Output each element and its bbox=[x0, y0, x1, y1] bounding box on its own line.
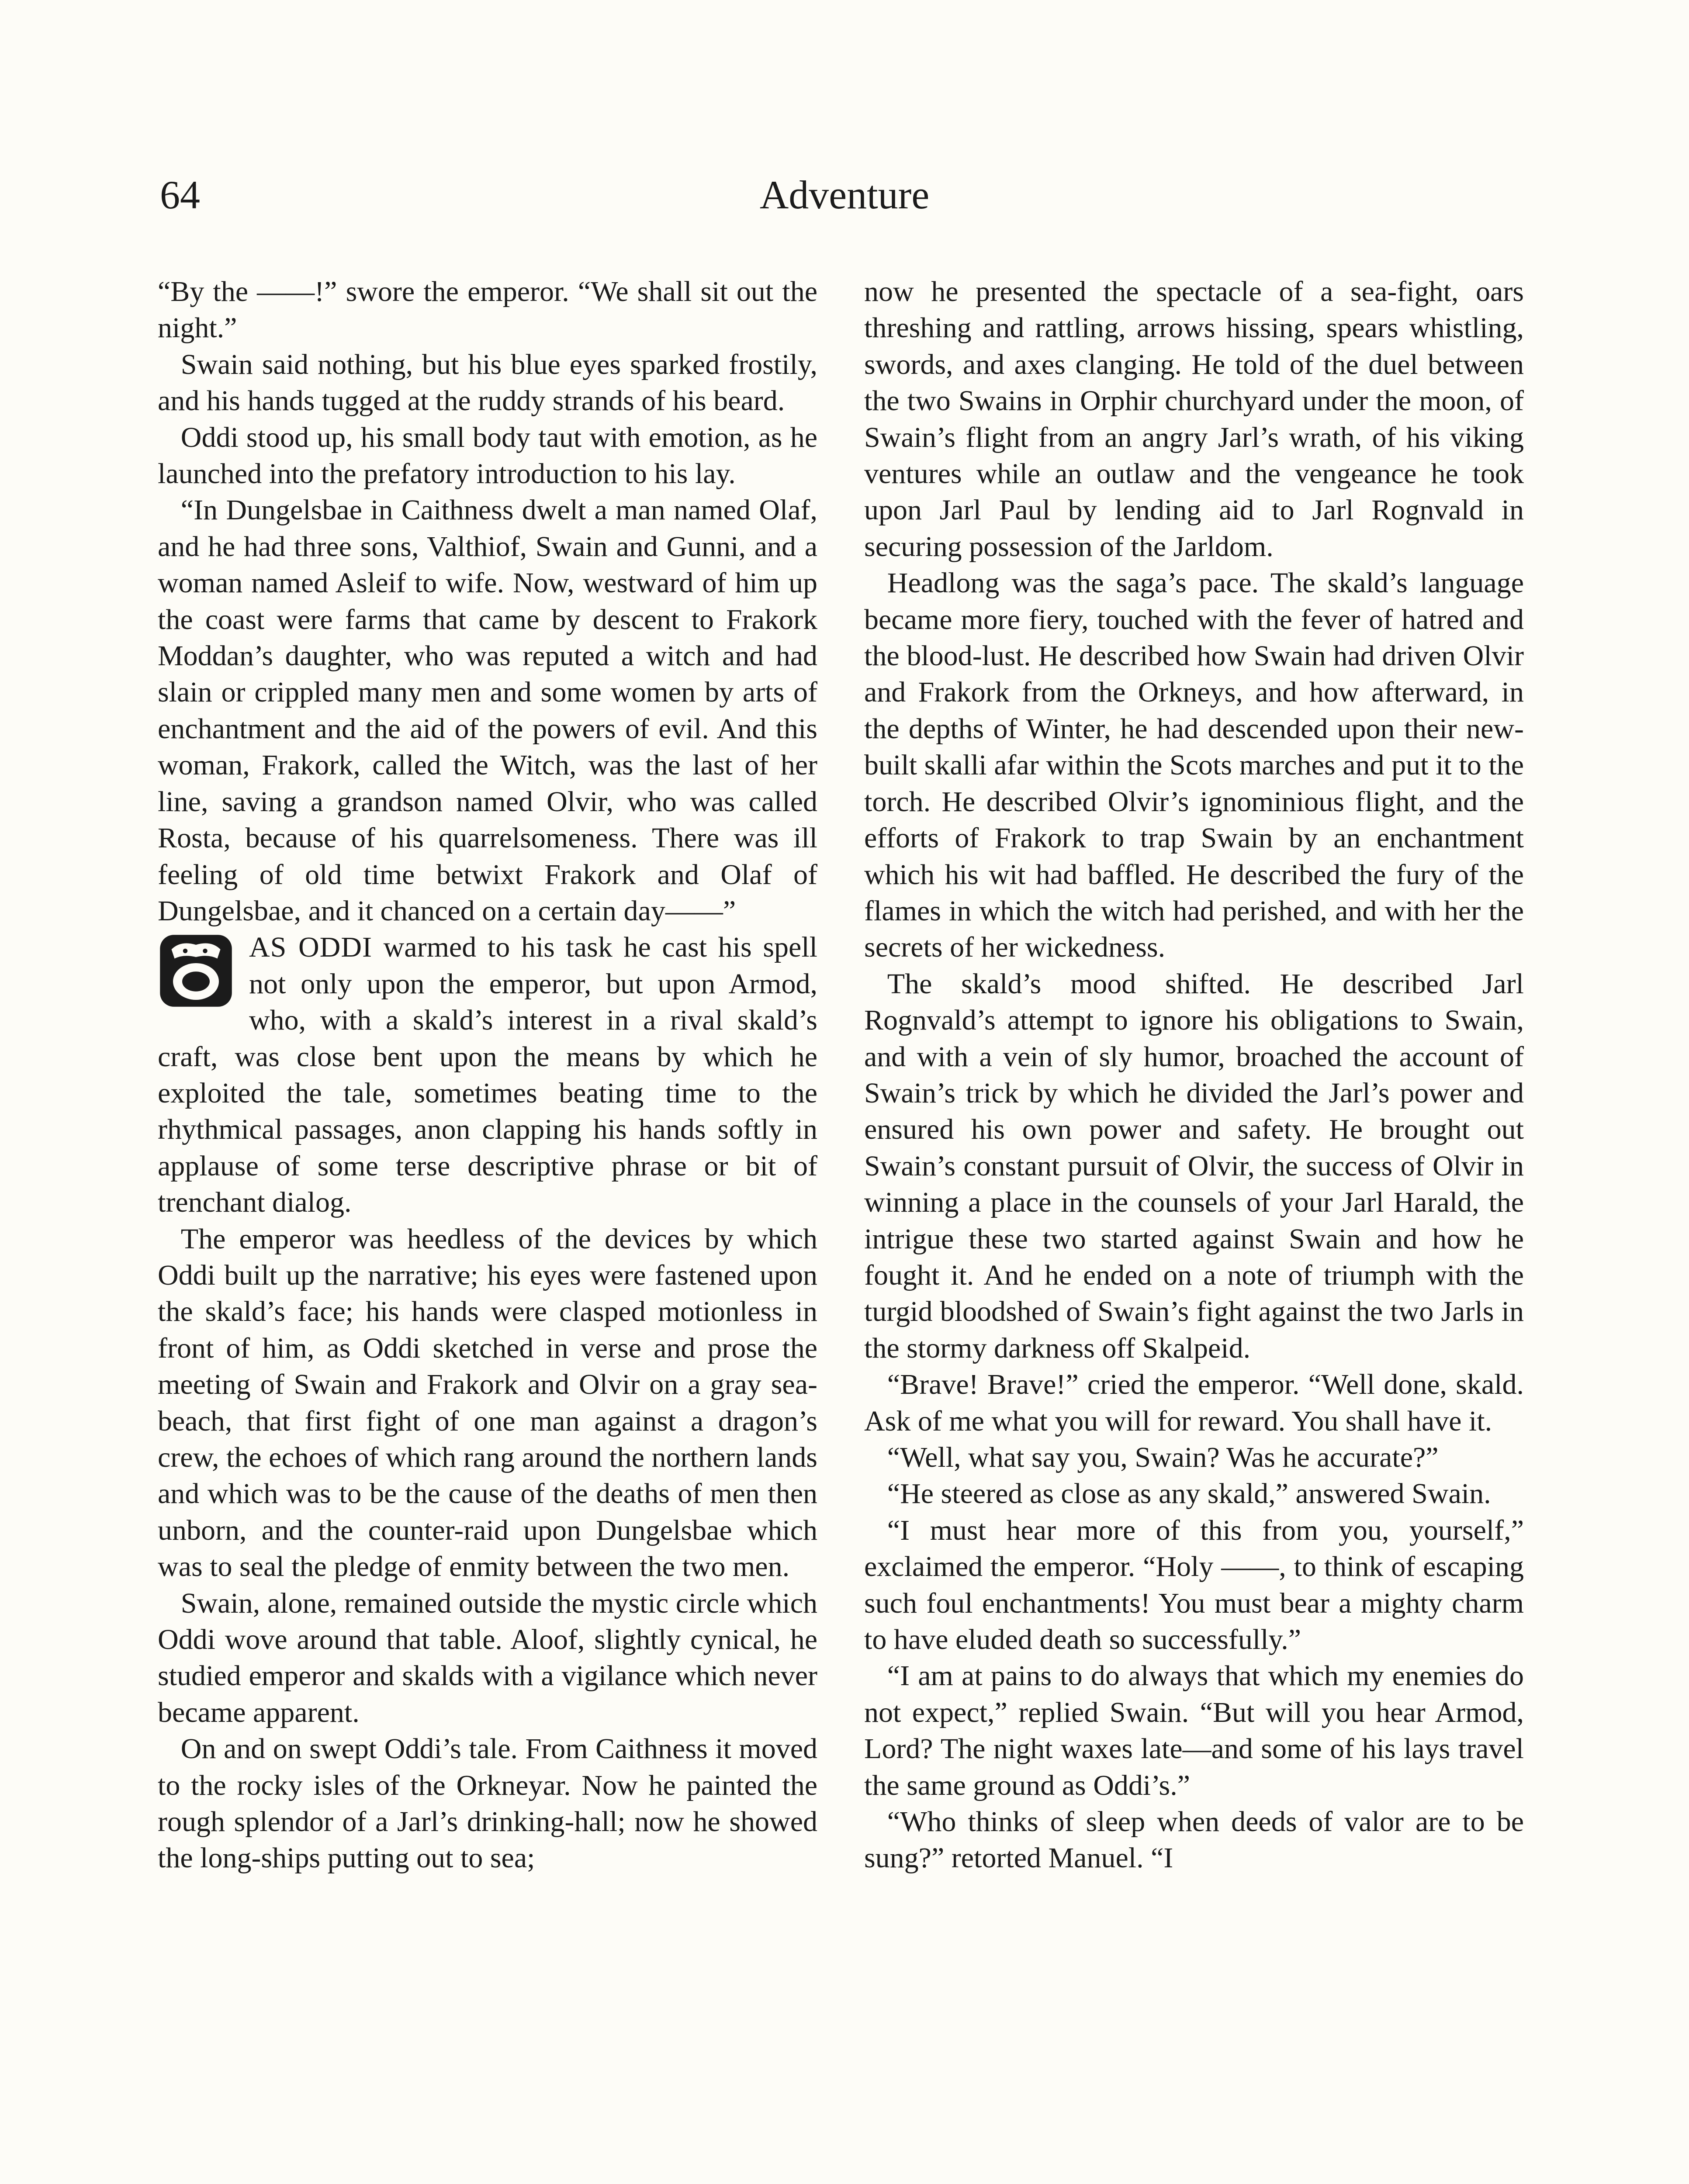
paragraph: “I must hear more of this from you, yourself,” exclaimed the emperor. “Holy ——, to think of escaping such foul enchantments! You must bear a mighty charm to have eluded death so successfully.” bbox=[864, 1514, 1524, 1656]
paragraph: now he presented the spectacle of a sea-fight, oars threshing and rattling, arrows hissing, spears whistling, swords, and axes clanging. He told of the duel between the two Swains in Orphir churchyard under the moon, of Swain’s flight from an angry Jarl’s wrath, of his viking ventures while an outlaw and the vengeance he took upon Jarl Paul by lending aid to Jarl Rognvald in securing possession of the Jarldom. bbox=[864, 276, 1524, 563]
paragraph: “He steered as close as any skald,” answered Swain. bbox=[887, 1478, 1491, 1510]
lead-in-text: AS ODDI bbox=[249, 931, 372, 964]
decorative-initial-icon bbox=[158, 933, 234, 1009]
paragraph: The skald’s mood shifted. He described Jarl Rognvald’s attempt to ignore his obligations to Swain, and with a vein of sly humor, broached the account of Swain’s trick by which he divided the Jarl’s power and ensured his own power and safety. He brought out Swain’s constant pursuit of Olvir, the success of Olvir in winning a place in the counsels of your Jarl Harald, the intrigue these two started against Swain and how he fought it. And he ended on a note of triumph with the turgid bloodshed of Swain’s fight against the two Jarls in the stormy darkness off Skalpeid. bbox=[864, 968, 1524, 1364]
page-number: 64 bbox=[160, 173, 200, 217]
section-opening-paragraph bbox=[158, 929, 817, 1220]
paragraph: “Well, what say you, Swain? Was he accurate?” bbox=[887, 1441, 1439, 1473]
paragraph: Headlong was the saga’s pace. The skald’s language became more fiery, touched with the fever of hatred and the blood-lust. He described how Swain had driven Olvir and Frakork from the Orkneys, and how afterward, in the depths of Winter, he had descended upon their new-built skalli afar within the Scots marches and put it to the torch. He described Olvir’s ignominious flight, and the efforts of Frakork to trap Swain by an enchantment which his wit had baffled. He described the fury of the flames in which the witch had perished, and with her the secrets of her wickedness. bbox=[864, 567, 1524, 964]
paragraph: “Brave! Brave!” cried the emperor. “Well done, skald. Ask of me what you will for reward. You shall have it. bbox=[864, 1368, 1524, 1437]
paragraph: The emperor was heedless of the devices by which Oddi built up the narrative; his eyes were fastened upon the skald’s face; his hands were clasped motionless in front of him, as Oddi sketched in verse and prose the meeting of Swain and Frakork and Olvir on a gray sea-beach, that first fight of one man against a dragon’s crew, the echoes of which rang around the northern lands and which was to be the cause of the deaths of men then unborn, and the counter-raid upon Dungelsbae which was to seal the pledge of enmity between the two men. bbox=[158, 1223, 817, 1583]
right-column bbox=[864, 273, 1524, 1876]
paragraph: On and on swept Oddi’s tale. From Caithness it moved to the rocky isles of the Orkneyar. Now he painted the rough splendor of a Jarl’s drinking-hall; now he showed the long-ships putting out to sea; bbox=[158, 1733, 817, 1874]
paragraph: “In Dungelsbae in Caithness dwelt a man named Olaf, and he had three sons, Valthiof, Swain and Gunni, and a woman named Asleif to wife. Now, westward of him up the coast were farms that came by descent to Frakork Moddan’s daughter, who was reputed a witch and had slain or crippled many men and some women by arts of enchantment and the aid of the powers of evil. And this woman, Frakork, called the Witch, was the last of her line, saving a grandson named Olvir, who was called Rosta, because of his quarrelsomeness. There was ill feeling of old time betwixt Frakork and Olaf of Dungelsbae, and it chanced on a certain day——” bbox=[158, 494, 817, 927]
paragraph: Swain said nothing, but his blue eyes sparked frostily, and his hands tugged at the ruddy strands of his beard. bbox=[158, 348, 817, 417]
paragraph-text: warmed to his task he cast his spell not only upon the emperor, but upon Armod, who, with a skald’s interest in a rival skald’s craft, was close bent upon the means by which he exploited the tale, sometimes beating time to the rhythmical passages, anon clapping his hands softly in applause of some terse descriptive phrase or bit of trenchant dialog. bbox=[158, 931, 817, 1219]
paragraph: Swain, alone, remained outside the mystic circle which Oddi wove around that table. Aloof, slightly cynical, he studied emperor and skalds with a vigilance which never became apparent. bbox=[158, 1587, 817, 1728]
running-head-title: Adventure bbox=[759, 173, 930, 217]
paragraph: Oddi stood up, his small body taut with emotion, as he launched into the prefatory introduction to his lay. bbox=[158, 421, 817, 490]
paragraph: “Who thinks of sleep when deeds of valor are to be sung?” retorted Manuel. “I bbox=[864, 1806, 1524, 1874]
paragraph: “I am at pains to do always that which my enemies do not expect,” replied Swain. “But will you hear Armod, Lord? The night waxes late—and some of his lays travel the same ground as Oddi’s.” bbox=[864, 1660, 1524, 1801]
paragraph: “By the ——!” swore the emperor. “We shall sit out the night.” bbox=[158, 276, 817, 344]
left-column bbox=[158, 273, 817, 1876]
